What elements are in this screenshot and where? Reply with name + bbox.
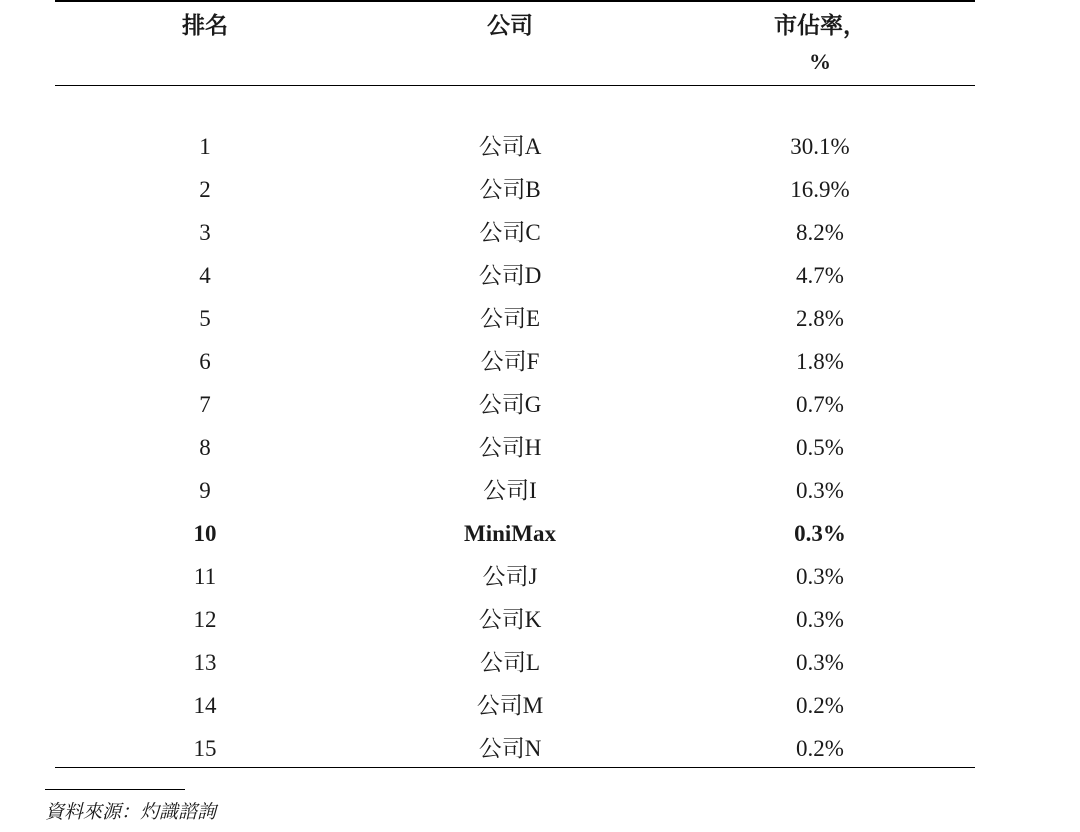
column-header-share: [665, 0, 975, 85]
table-row: [55, 469, 975, 512]
cell-share: 0.3%: [796, 650, 844, 675]
cell-company: 公司G: [478, 392, 542, 417]
column-header-company: [355, 0, 665, 85]
cell-rank: 13: [193, 650, 217, 675]
cell-rank: 5: [199, 306, 211, 331]
column-header-rank: [55, 0, 355, 85]
cell-company: 公司N: [478, 736, 542, 761]
table-header-row: [55, 0, 975, 85]
cell-share: 30.1%: [790, 134, 850, 159]
cell-share: 0.7%: [796, 392, 844, 417]
cell-rank: 1: [199, 134, 211, 159]
cell-company: 公司F: [480, 349, 540, 374]
market-share-table: [55, 0, 975, 770]
cell-rank: 14: [193, 693, 217, 718]
table-row: [55, 383, 975, 426]
cell-rank: 15: [193, 736, 217, 761]
cell-company: 公司J: [482, 564, 538, 589]
table-header: [55, 0, 975, 85]
cell-share: 2.8%: [796, 306, 844, 331]
cell-company: 公司L: [479, 650, 541, 675]
cell-rank: 8: [199, 435, 211, 460]
table-row: [55, 340, 975, 383]
table-spacer-row: [55, 85, 975, 125]
cell-rank: 10: [193, 521, 217, 546]
column-header-rank-label: 排名: [182, 13, 228, 38]
cell-company: MiniMax: [464, 521, 556, 546]
cell-share: 4.7%: [796, 263, 844, 288]
cell-company: 公司B: [479, 177, 541, 202]
cell-rank: 4: [199, 263, 211, 288]
table-row: [55, 125, 975, 168]
cell-rank: 12: [193, 607, 217, 632]
cell-share: 0.3%: [796, 607, 844, 632]
cell-share: 16.9%: [790, 177, 850, 202]
cell-company: 公司K: [478, 607, 542, 632]
table-row: [55, 426, 975, 469]
table-row: [55, 727, 975, 770]
table-row: [55, 684, 975, 727]
cell-share: 0.2%: [796, 693, 844, 718]
cell-share: 0.3%: [794, 521, 846, 546]
table-row: [55, 168, 975, 211]
column-header-share-label-line1: 市佔率，: [774, 13, 866, 38]
cell-share: 0.3%: [796, 564, 844, 589]
cell-company: 公司I: [483, 478, 537, 503]
table-body: [55, 85, 975, 770]
cell-rank: 6: [199, 349, 211, 374]
cell-company: 公司A: [478, 134, 542, 159]
table-row: [55, 211, 975, 254]
cell-company: 公司E: [479, 306, 541, 331]
source-note: 資料來源：灼識諮詢: [45, 802, 217, 823]
cell-share: 0.5%: [796, 435, 844, 460]
table-row: [55, 555, 975, 598]
cell-share: 8.2%: [796, 220, 844, 245]
cell-share: 0.3%: [796, 478, 844, 503]
cell-share: 1.8%: [796, 349, 844, 374]
cell-company: 公司H: [478, 435, 542, 460]
cell-rank: 7: [199, 392, 211, 417]
market-share-table-wrapper: [55, 0, 975, 770]
cell-rank: 2: [199, 177, 211, 202]
cell-share: 0.2%: [796, 736, 844, 761]
table-row: [55, 641, 975, 684]
cell-rank: 9: [199, 478, 211, 503]
column-header-share-label-line2: %: [809, 49, 831, 74]
table-row-highlighted: [55, 512, 975, 555]
cell-company: 公司D: [478, 263, 542, 288]
table-row: [55, 297, 975, 340]
cell-rank: 3: [199, 220, 211, 245]
cell-company: 公司C: [479, 220, 541, 245]
footnote-divider: [45, 789, 185, 790]
table-row: [55, 598, 975, 641]
cell-rank: 11: [193, 564, 217, 589]
column-header-company-label: 公司: [487, 13, 533, 38]
cell-company: 公司M: [476, 693, 544, 718]
table-row: [55, 254, 975, 297]
